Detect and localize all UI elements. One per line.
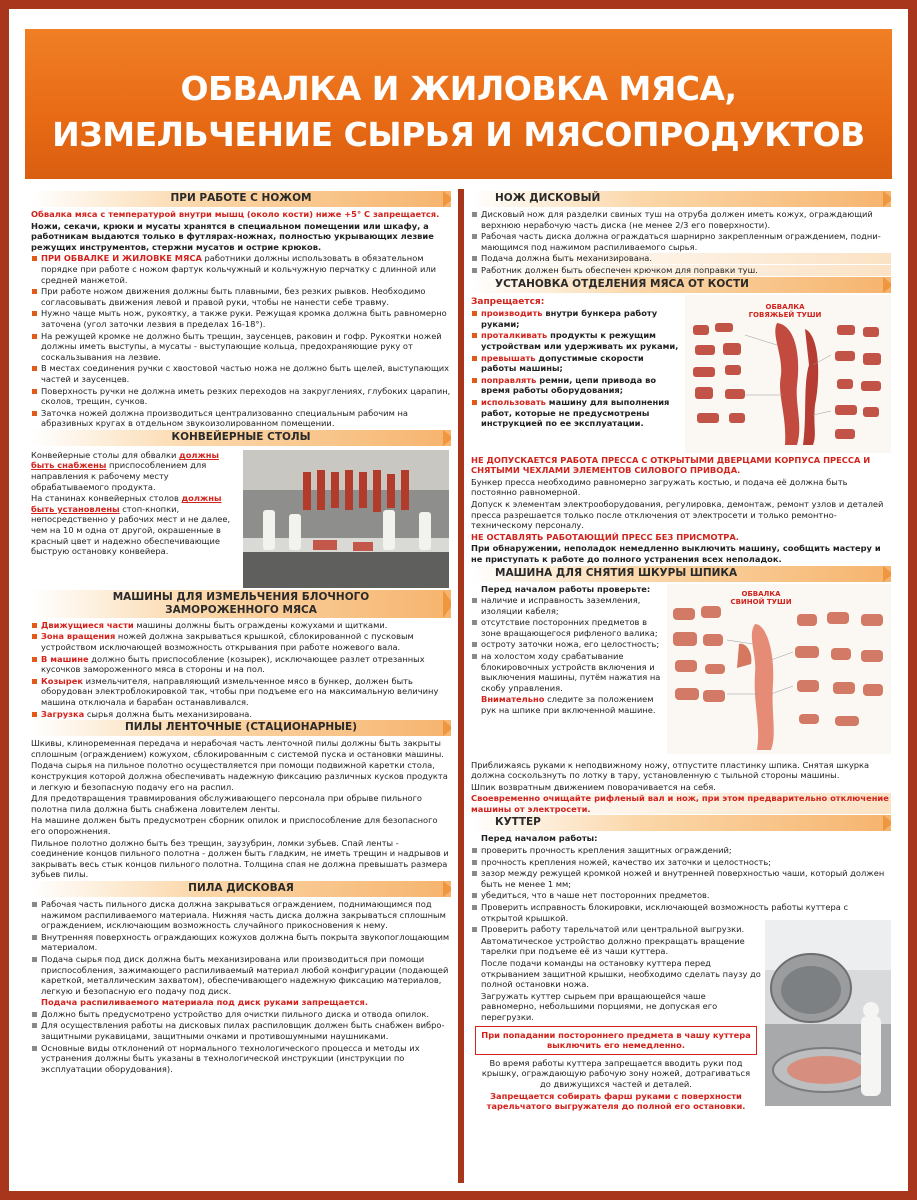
pork-carcass-diagram: [667, 584, 891, 754]
header-banner: [25, 29, 892, 179]
left-column: [31, 191, 451, 1181]
beef-label-line1: ОБВАЛКА: [765, 302, 805, 311]
skin-check: Перед началом работы проверьте:: [481, 583, 651, 594]
list-item: Рабочая часть диска должна ограждаться шарнирно закрепленным ограждением, подни-мающимся под нажимом распиливаемого сырья.: [471, 231, 891, 252]
section-title: ПИЛА ДИСКОВАЯ: [188, 881, 294, 894]
bone-bold-1: При обнаружении, неполадок немедленно выключить машину, сообщить мастеру и не приступать к работе до полного устранения всех неполадок.: [471, 543, 881, 564]
poster: [9, 9, 908, 1191]
list-item: Зона вращения ножей должна закрываться крышкой, сблокированной с пусковым устройством исключающей возможность открывания при работе ножевого вала.: [31, 631, 451, 652]
section-header: [31, 590, 451, 618]
section-title: МАШИНЫ ДЛЯ ИЗМЕЛЬЧЕНИЯ БЛОЧНОГО ЗАМОРОЖЕННОГО МЯСА: [112, 590, 370, 616]
conveyor-text-2: На станинах конвейерных столов должны быть установлены стоп-кнопки, непосредственно у рабочих мест и не далее, чем на 10 м одна от другой, окрашенные в красный цвет и надежно обеспечивающие быструю остановку конвейера.: [31, 493, 231, 557]
skin-text-1: Приближаясь руками к неподвижному ножу, отпустите пластинку шпика. Снятая шкурка должна соскользнуть по лотку в тару, установленную с тыльной стороны машины.: [471, 759, 870, 781]
skin-section: [471, 566, 891, 815]
list-item: проталкивать продукты к режущим устройствам или удерживать их руками,: [471, 330, 681, 351]
list-item: Проверить работу тарельчатой или центральной выгрузки.: [471, 924, 761, 935]
cutter-text-2: После подачи команды на остановку куттера перед открыванием защитной крышки, необходимо сделать паузу до полной остановки ножа.: [481, 958, 761, 990]
disksaw-section: [31, 881, 451, 1075]
bandsaw-section: [31, 720, 451, 880]
list-item: Рабочая часть пильного диска должна закрываться ограждением, поднимающимся под нажимом распиливаемого материала. Нижняя часть диска должна закрываться сплошным ограждением, исключающим возможность случайного прикосновения к нему.: [31, 899, 451, 931]
list-item: Внутренняя поверхность ограждающих кожухов должна быть покрыта звукопоглощающим материалом.: [31, 932, 451, 953]
section-title: КОНВЕЙЕРНЫЕ СТОЛЫ: [171, 430, 311, 443]
section-header: [31, 881, 451, 897]
list-item: превышать допустимые скорости работы машины;: [471, 353, 681, 374]
conveyor-section: [31, 430, 451, 590]
section-header: [471, 566, 891, 582]
list-item: ПРИ ОБВАЛКЕ И ЖИЛОВКЕ МЯСА работники должны использовать в обязательном порядке при работе с ножом фартук кольчужный и кольчужную перчатку с длинной или средней манжетой.: [31, 253, 451, 285]
list-item: Дисковый нож для разделки свиных туш на отруба должен иметь кожух, ограждающий верхнюю нерабочую часть диска (не менее 2/3 его поверхности).: [471, 209, 891, 230]
bone-red-1: НЕ ДОПУСКАЕТСЯ РАБОТА ПРЕССА С ОТКРЫТЫМИ ДВЕРЦАМИ КОРПУСА ПРЕССА И СНЯТЫМИ ЧЕХЛАМИ ЭЛЕМЕНТОВ СИЛОВОГО ПРИВОДА.: [471, 454, 871, 476]
bandsaw-text: Подача сырья на пильное полотно осуществляется при помощи подвижной каретки стола, конструкция которой должна обеспечивать надежную фиксацию различных кусков продукта и легкую и безопасную подачу его на распил.: [31, 760, 448, 792]
section-header: [31, 191, 451, 207]
list-item: наличие и исправность заземления, изоляции кабеля;: [471, 595, 661, 616]
bone-text-2: Допуск к элементам электрооборудования, регулировка, демонтаж, ремонт узлов и деталей пресса разрешается только после отключения от электросети и только ремонтно-техническому персоналу.: [471, 498, 884, 531]
list-item: поправлять ремни, цепи привода во время работы оборудования;: [471, 375, 681, 396]
list-item: зазор между режущей кромкой ножей и внутренней поверхностью чаши, который должен быть не менее 1 мм;: [471, 868, 891, 889]
list-item: В местах соединения ручки с хвостовой частью ножа не должно быть щелей, выступающих частей и заусенцев.: [31, 363, 451, 384]
list-item: Подача должна быть механизирована.: [471, 253, 891, 264]
skin-text-2: Шпик возвратным движением поворачивается на себя.: [471, 781, 716, 792]
list-item: убедиться, что в чаше нет посторонних предметов.: [471, 890, 891, 901]
list-item: отсутствие посторонних предметов в зоне вращающегося рифленого валика;: [471, 617, 661, 638]
column-divider: [458, 189, 464, 1183]
list-item: Поверхность ручки не должна иметь резких переходов на закруглениях, глубоких царапин, сколов, трещин, сучков.: [31, 386, 451, 407]
list-item: Козырек измельчителя, направляющий измельченное мясо в бункер, должен быть оборудован электроблокировкой так, чтобы при подъеме его на максимальную величину машина отключала и барабан останавливался.: [31, 676, 451, 708]
list-item: производить внутри бункера работу руками;: [471, 308, 681, 329]
bone-section: [471, 277, 891, 565]
cutter-text-4: Во время работы куттера запрещается вводить руки под крышку, ограждающую рабочую зону ножей, дотрагиваться до движущихся частей и деталей.: [481, 1057, 751, 1089]
knife-section: [31, 191, 451, 429]
section-header: [471, 277, 891, 293]
conveyor-text-1: Конвейерные столы для обвалки должны быть снабжены приспособлением для направления к рабочему месту обрабатываемого продукта.: [31, 449, 219, 492]
list-item: Подача сырья под диск должна быть механизирована или производиться при помощи приспособления, зажимающего распиливаемый материал любой конфигурации (подающей кареткой, металлическим захватом), обеспечивающего надежную фиксацию материалов, легкую и безопасную его подачу под диск.: [31, 954, 451, 996]
beef-carcass-diagram: [685, 295, 891, 453]
skin-red: Своевременно очищайте рифленый вал и нож, при этом предварительно отключение машины от электросети.: [471, 793, 891, 814]
cutter-warning-box: [475, 1026, 757, 1055]
disksaw-red-note: Подача распиливаемого материала под диск руками запрещается.: [41, 997, 368, 1008]
cutter-warning-line2: выключить его немедленно.: [546, 1040, 686, 1051]
frozen-section: [31, 590, 451, 719]
section-title: КУТТЕР: [495, 816, 541, 829]
list-item: на холостом ходу срабатывание блокировочных устройств включения и выключения машины, путём нажатия на скобу управления.: [471, 651, 661, 693]
section-header: [471, 191, 891, 207]
cutter-check: Перед началом работы:: [481, 833, 598, 844]
knife-red-intro: Обвалка мяса с температурой внутри мышц (около кости) ниже +5° С запрещается.: [31, 209, 440, 219]
list-item: Основные виды отклонений от нормального технологического процесса и методы их устранения должны быть указаны в технологической инструкции (инструкции по эксплуатации оборудования).: [31, 1043, 451, 1075]
list-item: Должно быть предусмотрено устройство для очистки пильного диска и отвода опилок.: [31, 1009, 451, 1020]
conveyor-photo: [243, 450, 449, 588]
list-item: Движущиеся части машины должны быть ограждены кожухами и щитками.: [31, 620, 451, 631]
list-item: прочность крепления ножей, качество их заточки и целостность;: [471, 857, 891, 868]
section-header: [31, 720, 451, 736]
bandsaw-text: Для предотвращения травмирования обслуживающего персонала при обрыве пильного полотна пила должна быть снабжена ловителем ленты.: [31, 793, 423, 814]
right-column: [471, 191, 891, 1181]
list-item: При работе ножом движения должны быть плавными, без резких рывков. Необходимо согласовывать движения левой и правой руки, чтобы не нанести себе травму.: [31, 286, 451, 307]
pork-label-line2: СВИНОЙ ТУШИ: [730, 597, 792, 606]
list-item: Загрузка сырья должна быть механизирована.: [31, 709, 451, 720]
section-title: МАШИНА ДЛЯ СНЯТИЯ ШКУРЫ ШПИКА: [495, 566, 738, 579]
pork-label-line1: ОБВАЛКА: [741, 589, 781, 598]
cutter-warning-line1: При попадании постороннего предмета в чашу куттера: [481, 1029, 751, 1040]
section-title: ПИЛЫ ЛЕНТОЧНЫЕ (СТАЦИОНАРНЫЕ): [124, 721, 358, 734]
bandsaw-text: На машине должен быть предусмотрен сборник опилок и приспособление для безопасного его опорожнения.: [31, 815, 438, 836]
bone-red-2: НЕ ОСТАВЛЯТЬ РАБОТАЮЩИЙ ПРЕСС БЕЗ ПРИСМОТРА.: [471, 531, 739, 542]
page-title-line2: ИЗМЕЛЬЧЕНИЕ СЫРЬЯ И МЯСОПРОДУКТОВ: [52, 115, 865, 154]
section-header: [31, 430, 451, 446]
list-item: использовать машину для выполнения работ, которые не предусмотрены инструкцией по ее эксплуатации.: [471, 397, 681, 429]
section-title: УСТАНОВКА ОТДЕЛЕНИЯ МЯСА ОТ КОСТИ: [495, 277, 749, 290]
knife-intro: Ножи, секачи, крюки и мусаты хранятся в специальном помещении или шкафу, а работникам выдаются только в футлярах-ножнах, полностью укрывающих лезвие режущих инструментов, стержни мусатов и острие крюков.: [31, 220, 434, 252]
section-title: НОЖ ДИСКОВЫЙ: [495, 192, 601, 204]
bandsaw-text: Пильное полотно должно быть без трещин, заузубрин, ломки зубьев. Спай ленты - соединение концов пильного полотна - должен быть гладким, не иметь трещин и надрывов и закрывать весь стык концов пильного полотна. Толщина спая не должна превышать размера зубьев пилы.: [31, 837, 449, 880]
list-item: Работник должен быть обеспечен крючком для поправки туш.: [471, 265, 891, 276]
list-item: Проверить исправность блокировки, исключающей возможность работы куттера с открытой крышкой.: [471, 902, 891, 923]
cutter-red: Запрещается собирать фарш руками с поверхности тарельчатого выгружателя до полной его остановки.: [486, 1090, 746, 1112]
section-header: [471, 815, 891, 831]
list-item: В машине должно быть приспособление (козырек), исключающее разлет отрезанных кусочков замороженного мяса в стороны и на пол.: [31, 654, 451, 675]
list-item: На режущей кромке не должно быть трещин, заусенцев, раковин и гофр. Рукоятки ножей должны иметь выступы, а мусаты - выступающие кольца, предохраняющие руку от соскальзывания на лезвие.: [31, 331, 451, 363]
cutter-section: [471, 815, 891, 1158]
bone-text-1: Бункер пресса необходимо равномерно загружать костью, и подача её должна быть постоянно равномерной.: [471, 476, 848, 498]
cutter-photo: [765, 920, 891, 1106]
page-title-line1: ОБВАЛКА И ЖИЛОВКА МЯСА,: [180, 69, 737, 108]
list-item: Нужно чаще мыть нож, рукоятку, а также руки. Режущая кромка должна быть равномерно заточена (угол заточки лезвия в пределах 16-18°).: [31, 308, 451, 329]
skin-attention: Внимательно следите за положением рук на шпике при включенной машине.: [481, 694, 656, 716]
bandsaw-text: Шкивы, клиноременная передача и нерабочая часть ленточной пилы должны быть закрыты сплошным (ограждением) кожухом, сблокированным с системой пуска и остановки машины.: [31, 738, 444, 759]
beef-label-line2: ГОВЯЖЬЕЙ ТУШИ: [748, 310, 822, 319]
list-item: Заточка ножей должна производиться централизованно специальным рабочим на абразивных кругах в отдельном звукоизолированном помещении.: [31, 408, 451, 429]
list-item: остроту заточки ножа, его целостность;: [471, 639, 661, 650]
cutter-text-3: Загружать куттер сырьем при вращающейся чаше равномерно, небольшими порциями, не допуская его перегрузки.: [481, 990, 718, 1022]
list-item: Для осуществления работы на дисковых пилах распиловщик должен быть снабжен вибро-защитными рукавицами, защитными очками и противошумными наушниками.: [31, 1020, 451, 1041]
cutter-text-1: Автоматическое устройство должно прекращать вращение тарелки при подъеме её из чаши куттера.: [481, 935, 745, 957]
bone-forbidden: Запрещается:: [471, 296, 545, 307]
section-title: ПРИ РАБОТЕ С НОЖОМ: [170, 192, 312, 204]
diskknife-section: [471, 191, 891, 276]
list-item: проверить прочность крепления защитных ограждений;: [471, 845, 891, 856]
